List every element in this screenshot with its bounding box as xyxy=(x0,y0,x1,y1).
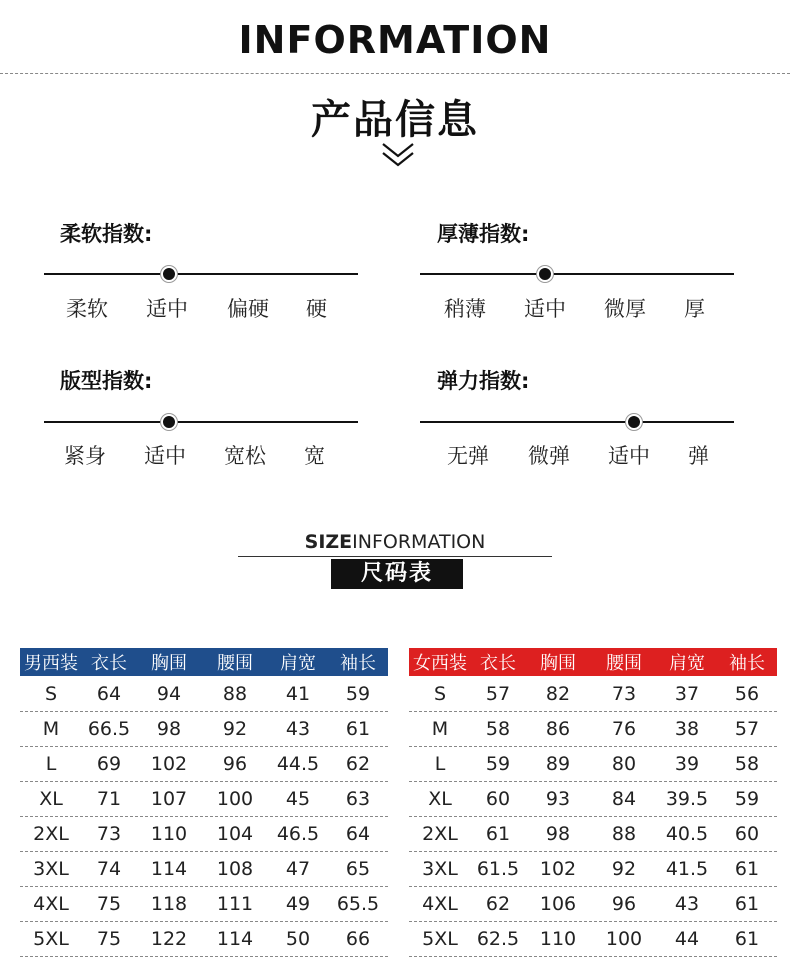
men-table-row xyxy=(20,781,388,817)
men-table-cell: 100 xyxy=(216,787,254,810)
thickness-index-track xyxy=(420,273,734,275)
women-table-cell: 59 xyxy=(485,752,511,775)
men-table-row xyxy=(20,676,388,712)
men-table-cell: 114 xyxy=(216,927,254,950)
men-table-row xyxy=(20,921,388,957)
fit-option: 适中 xyxy=(144,444,186,468)
women-table-cell: 5XL xyxy=(422,927,458,950)
women-table-cell: 44 xyxy=(674,927,700,950)
thickness-index-label: 厚薄指数: xyxy=(437,222,530,246)
men-table-cell: 44.5 xyxy=(276,752,320,775)
women-table-cell: M xyxy=(431,717,449,740)
men-table-header xyxy=(20,648,388,676)
size-chart-title: 尺码表 xyxy=(331,559,463,589)
women-table-row xyxy=(409,851,777,887)
men-table-cell: 43 xyxy=(285,717,311,740)
fit-index-marker xyxy=(161,414,177,430)
men-table-cell: L xyxy=(45,752,57,775)
men-table-cell: 62 xyxy=(345,752,371,775)
men-table-cell: 65 xyxy=(345,857,371,880)
men-table-cell: 104 xyxy=(216,822,254,845)
men-table-cell: 50 xyxy=(285,927,311,950)
women-table-cell: L xyxy=(434,752,446,775)
men-table-cell: 59 xyxy=(345,682,371,705)
men-table-cell: 66.5 xyxy=(87,717,131,740)
thickness-option: 稍薄 xyxy=(444,297,486,321)
women-header-cell: 腰围 xyxy=(606,653,642,674)
women-table-cell: 93 xyxy=(545,787,571,810)
page-title-en: INFORMATION xyxy=(238,18,552,62)
men-table-cell: 111 xyxy=(216,892,254,915)
men-table-cell: 66 xyxy=(345,927,371,950)
women-table-cell: 61 xyxy=(734,927,760,950)
women-table-cell: 43 xyxy=(674,892,700,915)
men-table-row xyxy=(20,711,388,747)
men-table-row xyxy=(20,746,388,782)
men-table-cell: 114 xyxy=(150,857,188,880)
women-table-cell: 106 xyxy=(539,892,577,915)
men-header-cell: 肩宽 xyxy=(280,653,316,674)
fit-index-label: 版型指数: xyxy=(60,369,153,393)
size-heading-rest: INFORMATION xyxy=(352,531,486,553)
men-table-cell: 5XL xyxy=(33,927,69,950)
women-table-cell: 2XL xyxy=(422,822,458,845)
women-header-cell: 胸围 xyxy=(540,653,576,674)
size-heading-bold: SIZE xyxy=(304,531,353,553)
women-header-cell: 女西装 xyxy=(413,653,467,674)
women-table-cell: 41.5 xyxy=(665,857,709,880)
size-heading-underline xyxy=(238,556,552,557)
women-table-cell: 61 xyxy=(734,857,760,880)
women-table-cell: 80 xyxy=(611,752,637,775)
women-table-cell: 61 xyxy=(734,892,760,915)
women-table-cell: 37 xyxy=(674,682,700,705)
elasticity-index-label: 弹力指数: xyxy=(437,369,530,393)
women-table-cell: 61.5 xyxy=(476,857,520,880)
women-table-cell: XL xyxy=(428,787,452,810)
men-header-cell: 男西装 xyxy=(24,653,78,674)
men-table-cell: 71 xyxy=(96,787,122,810)
page-title-cn: 产品信息 xyxy=(311,97,479,143)
men-table-cell: 47 xyxy=(285,857,311,880)
women-table-cell: 96 xyxy=(611,892,637,915)
women-table-cell: 38 xyxy=(674,717,700,740)
men-table-cell: 75 xyxy=(96,927,122,950)
men-table-cell: 46.5 xyxy=(276,822,320,845)
men-table-row xyxy=(20,886,388,922)
elasticity-option: 微弹 xyxy=(528,444,570,468)
women-table-row xyxy=(409,711,777,747)
fit-option: 宽 xyxy=(304,444,325,468)
women-table-cell: 60 xyxy=(734,822,760,845)
women-table-cell: 57 xyxy=(734,717,760,740)
men-header-cell: 腰围 xyxy=(217,653,253,674)
men-table-cell: 45 xyxy=(285,787,311,810)
men-table-cell: 108 xyxy=(216,857,254,880)
softness-index-track xyxy=(44,273,358,275)
men-header-cell: 衣长 xyxy=(91,653,127,674)
women-table-cell: 73 xyxy=(611,682,637,705)
men-table-cell: S xyxy=(44,682,58,705)
men-table-cell: 118 xyxy=(150,892,188,915)
elasticity-option: 弹 xyxy=(688,444,709,468)
men-table-cell: 3XL xyxy=(33,857,69,880)
men-table-cell: XL xyxy=(39,787,63,810)
men-table-cell: 94 xyxy=(156,682,182,705)
men-table-cell: 102 xyxy=(150,752,188,775)
men-table-cell: 96 xyxy=(222,752,248,775)
women-table-cell: 40.5 xyxy=(665,822,709,845)
softness-option: 适中 xyxy=(146,297,188,321)
women-header-cell: 衣长 xyxy=(480,653,516,674)
men-table-cell: 63 xyxy=(345,787,371,810)
women-table-cell: 4XL xyxy=(422,892,458,915)
thickness-option: 适中 xyxy=(524,297,566,321)
women-table-row xyxy=(409,676,777,712)
women-table-cell: 56 xyxy=(734,682,760,705)
women-table-row xyxy=(409,921,777,957)
women-table-row xyxy=(409,886,777,922)
elasticity-option: 适中 xyxy=(608,444,650,468)
women-size-table xyxy=(409,648,777,953)
women-table-cell: 60 xyxy=(485,787,511,810)
women-table-cell: 100 xyxy=(605,927,643,950)
women-table-cell: 92 xyxy=(611,857,637,880)
women-table-cell: 3XL xyxy=(422,857,458,880)
women-table-cell: 86 xyxy=(545,717,571,740)
men-header-cell: 袖长 xyxy=(340,653,376,674)
fit-option: 宽松 xyxy=(224,444,266,468)
women-table-cell: 59 xyxy=(734,787,760,810)
men-table-cell: 61 xyxy=(345,717,371,740)
men-table-cell: 49 xyxy=(285,892,311,915)
women-table-cell: 76 xyxy=(611,717,637,740)
men-table-cell: 110 xyxy=(150,822,188,845)
softness-index-marker xyxy=(161,266,177,282)
men-table-cell: 75 xyxy=(96,892,122,915)
women-table-cell: S xyxy=(433,682,447,705)
women-table-row xyxy=(409,816,777,852)
women-table-cell: 62 xyxy=(485,892,511,915)
women-table-row xyxy=(409,781,777,817)
thickness-index-marker xyxy=(537,266,553,282)
men-table-cell: 64 xyxy=(96,682,122,705)
fit-index-track xyxy=(44,421,358,423)
dashed-divider xyxy=(0,73,790,74)
men-table-cell: 73 xyxy=(96,822,122,845)
men-table-cell: M xyxy=(42,717,60,740)
women-table-cell: 88 xyxy=(611,822,637,845)
women-table-header xyxy=(409,648,777,676)
men-table-cell: 88 xyxy=(222,682,248,705)
men-table-row xyxy=(20,816,388,852)
men-table-cell: 122 xyxy=(150,927,188,950)
men-table-cell: 65.5 xyxy=(336,892,380,915)
softness-index-label: 柔软指数: xyxy=(60,222,153,246)
men-table-cell: 4XL xyxy=(33,892,69,915)
softness-option: 偏硬 xyxy=(227,297,269,321)
men-table-cell: 41 xyxy=(285,682,311,705)
elasticity-index-marker xyxy=(626,414,642,430)
women-table-cell: 89 xyxy=(545,752,571,775)
women-table-cell: 61 xyxy=(485,822,511,845)
fit-option: 紧身 xyxy=(64,444,106,468)
thickness-option: 微厚 xyxy=(604,297,646,321)
women-table-cell: 58 xyxy=(485,717,511,740)
women-table-cell: 62.5 xyxy=(476,927,520,950)
elasticity-option: 无弹 xyxy=(447,444,489,468)
men-header-cell: 胸围 xyxy=(151,653,187,674)
women-table-cell: 39.5 xyxy=(665,787,709,810)
men-table-row xyxy=(20,851,388,887)
women-table-cell: 57 xyxy=(485,682,511,705)
double-chevron-down-icon xyxy=(381,140,415,170)
women-table-cell: 58 xyxy=(734,752,760,775)
men-table-cell: 64 xyxy=(345,822,371,845)
women-header-cell: 袖长 xyxy=(729,653,765,674)
women-table-cell: 84 xyxy=(611,787,637,810)
men-table-cell: 74 xyxy=(96,857,122,880)
softness-option: 柔软 xyxy=(66,297,108,321)
men-table-cell: 92 xyxy=(222,717,248,740)
men-table-cell: 107 xyxy=(150,787,188,810)
men-table-cell: 69 xyxy=(96,752,122,775)
size-information-heading xyxy=(238,531,552,553)
women-table-cell: 39 xyxy=(674,752,700,775)
women-table-cell: 102 xyxy=(539,857,577,880)
women-table-row xyxy=(409,746,777,782)
men-table-cell: 98 xyxy=(156,717,182,740)
elasticity-index-track xyxy=(420,421,734,423)
women-table-cell: 82 xyxy=(545,682,571,705)
men-table-cell: 2XL xyxy=(33,822,69,845)
women-table-cell: 98 xyxy=(545,822,571,845)
women-header-cell: 肩宽 xyxy=(669,653,705,674)
softness-option: 硬 xyxy=(306,297,327,321)
women-table-cell: 110 xyxy=(539,927,577,950)
thickness-option: 厚 xyxy=(684,297,705,321)
men-size-table xyxy=(20,648,388,953)
